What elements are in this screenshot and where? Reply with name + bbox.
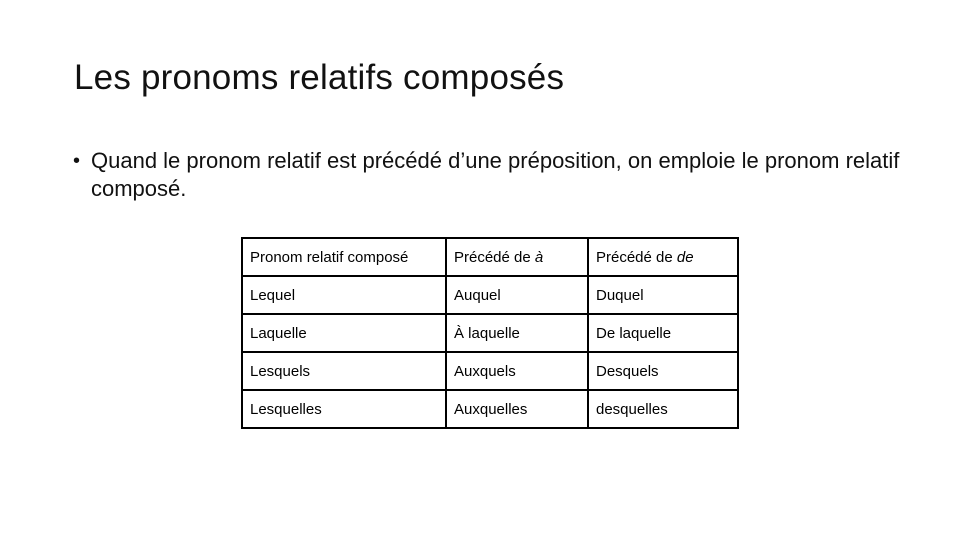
table-cell: De laquelle	[588, 314, 738, 352]
header-de-prefix: Précédé de	[596, 248, 677, 266]
table-row	[242, 352, 738, 390]
table-cell: À laquelle	[446, 314, 588, 352]
table-cell: Duquel	[588, 276, 738, 314]
table-header-row	[242, 238, 738, 276]
table-cell: desquelles	[588, 390, 738, 428]
table-cell: Lequel	[242, 276, 446, 314]
table-row	[242, 276, 738, 314]
header-cell-a	[446, 238, 588, 276]
header-a-prefix: Précédé de	[454, 248, 535, 266]
table-row	[242, 390, 738, 428]
header-cell-de	[588, 238, 738, 276]
table-cell: Auxquels	[446, 352, 588, 390]
table-cell: Desquels	[588, 352, 738, 390]
bullet-text: Quand le pronom relatif est précédé d’une préposition, on emploie le pronom relatif composé.	[91, 148, 900, 201]
bullet-item	[73, 147, 903, 203]
table-cell: Lesquelles	[242, 390, 446, 428]
table-cell: Lesquels	[242, 352, 446, 390]
pronoun-table	[241, 237, 739, 429]
table-cell: Auquel	[446, 276, 588, 314]
bullet-marker: •	[73, 150, 81, 172]
header-a-emph: à	[534, 248, 544, 266]
header-de-emph: de	[676, 248, 694, 266]
table-cell: Laquelle	[242, 314, 446, 352]
table-row	[242, 314, 738, 352]
header-cell-pronoun: Pronom relatif composé	[242, 238, 446, 276]
slide-title: Les pronoms relatifs composés	[74, 58, 565, 97]
table-cell: Auxquelles	[446, 390, 588, 428]
